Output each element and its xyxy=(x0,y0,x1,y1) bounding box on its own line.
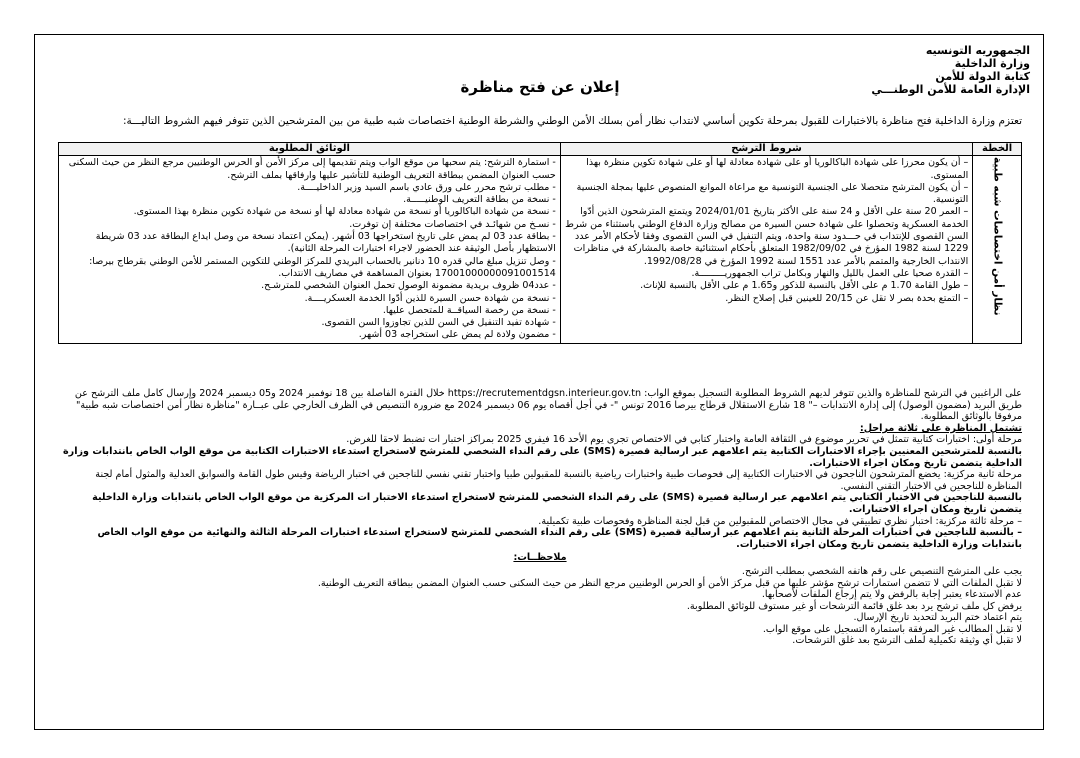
plan-label: نظار أمن اختصاصات شبه طبية xyxy=(991,157,1004,316)
document-item: - نسخة من شهادة الباكالوريا أو نسخة من شهادة معادلة لها أو نسخة من شهادة تكوين منظرة بهذا المستوى. xyxy=(133,206,556,218)
stage-one-notice: بالنسبة للمترشحين المعنيين بإجراء الاختبارات الكتابية يتم اعلامهم عبر ارسالية قصيرة (SMS) على رقم النداء الشخصي للمترشح لاستخراج استدعاء الاختبارات الكتابية من موقع الواب الخاص بانتدابات وزارة الداخلية يتضمن تاريخ ومكان اجراء الاختبارات. xyxy=(63,445,1022,469)
document-item: - وصل تنزيل مبلغ مالي قدره 10 دنانير بالحساب البريدي للمركز الوطني للتكوين المستمر للأمن الوطني بقرطاج بيرصا: 17001000000091001514 بعنوان المساهمة في مصاريف الانتداب. xyxy=(89,255,556,279)
letterhead-ministry: وزارة الداخلية xyxy=(954,57,1030,70)
stage-two-notice: بالنسبة للناجحين في الاختبار الكتابي يتم اعلامهم عبر ارسالية قصيرة (SMS) على رقم النداء الشخصي للمترشح لاستخراج استدعاء الاختبار ات المركزية من موقع الواب الخاص بانتدابات وزارة الداخلية يتضمن تاريخ ومكان اجراء الاختبارات. xyxy=(92,492,1022,515)
document-item: - استمارة الترشح: يتم سحبها من موقع الواب ويتم تقديمها إلى مركز الأمن أو الحرس الوطنيين مرجع النظر من حيث السكنى حسب العنوان المضمن ببطاقة التعريف الوطنية للتأشير عليها وارفاقها بملف الترشح. xyxy=(68,157,556,181)
condition-item: – أن يكون المترشح متحصلا على الجنسية التونسية مع مراعاة الموانع المنصوص عليها بمجلة الجنسية التونسية. xyxy=(576,181,969,206)
condition-item: – التمتع بحدة بصر لا تقل عن 20/15 للعينين قبل إصلاح النظر. xyxy=(725,292,969,304)
document-item: - بطاقة عدد 03 لم يمض على تاريخ استخراجها 03 أشهر. (يمكن اعتماد نسخة من وصل ايداع البطاقة عدد 03 شريطة الاستظهار بأصل الوثيقة عند الحضور لاجراء اختبارات المرحلة الثانية). xyxy=(95,231,556,255)
document-item: - نسخة من بطاقة التعريف الوطنيـــــة. xyxy=(403,194,556,206)
stage-three: – مرحلة ثالثة مركزية: اختبار نظري تطبيقي في مجال الاختصاص للمقبولين من قبل لجنة المناظرة وفحوصات طبية تكميلية. xyxy=(538,515,1022,527)
condition-item: – أن يكون محرزا على شهادة الباكالوريا أو على شهادة معادلة لها أو على شهادة تكوين منظرة بهذا المستوى. xyxy=(586,157,969,181)
condition-item: – القدرة صحيا على العمل بالليل والنهار وبكامل تراب الجمهوريـــــــــة. xyxy=(691,267,969,279)
letterhead-directorate: الإدارة العامة للأمن الوطنـــي xyxy=(871,83,1030,96)
document-item: - نسخة من شهادة حسن السيرة للذين أدّوا الخدمة العسكريــــة. xyxy=(304,292,556,304)
header-plan: الخطة xyxy=(973,143,1022,156)
registration-paragraph: على الراغبين في الترشح للمناظرة والذين تتوفر لديهم الشروط المطلوبة التسجيل بموقع الواب: https://recrutementdgsn.interieur.gov.tn خلال الفترة الفاصلة بين 18 نوفمبر 2024 و05 ديسمبر 2024 وإرسال كامل ملف الترشح عن طريق البريد (مضمون الوصول) إلى إدارة الانتدابات –" 18 شارع الاستقلال قرطاج بيرصا 2016 تونس "- في أجل أقصاه يوم 06 ديسمبر 2024 مع ضرورة التنصيص في الظرف الخارجي على عبــارة "مناظرة نظار أمن اختصاصات شبه طبية" مرفوقا بالوثائق المطلوبة. xyxy=(74,388,1022,423)
notes-heading: ملاحظــات: xyxy=(513,552,567,564)
stages-heading: تشتمل المناظرة على ثلاثة مراحل: xyxy=(859,422,1022,434)
note-item: لا تقبل أي وثيقة تكميلية لملف الترشح بعد غلق الترشحات. xyxy=(792,635,1022,647)
note-item: لا تقبل الملفات التي لا تتضمن استمارات ترشح مؤشر عليها من قبل مركز الأمن أو الحرس الوطنيين مرجع النظر من حيث السكنى حسب العنوان المضمن ببطاقة التعريف الوطنية. xyxy=(317,577,1022,589)
condition-item: – طول القامة 1.70 م على الأقل بالنسبة للذكور و1.65 م على الأقل بالنسبة للإناث. xyxy=(640,280,969,292)
document-item: - مضمون ولادة لم يمض على استخراجه 03 أشهر. xyxy=(358,329,556,341)
document-item: - مطلب ترشح محرر على ورق عادي باسم السيد وزير الداخليــــة. xyxy=(297,181,556,193)
intro-paragraph: تعتزم وزارة الداخلية فتح مناظرة بالاختبارات للقبول بمرحلة تكوين أساسي لانتداب نظار أمن بسلك الأمن الوطني والشرطة الوطنية اختصاصات شبه طبية من بين المترشحين الذين تتوفر فيهم الشروط التاليـــة: xyxy=(122,115,1022,127)
letterhead xyxy=(770,44,1030,96)
conditions-table xyxy=(58,142,1022,344)
letterhead-republic: الجمهوريه التونسيه xyxy=(925,44,1030,57)
stage-one: مرحلة أولى: اختبارات كتابية تتمثل في تحرير موضوع في الثقافة العامة واختبار كتابي في الاختصاص تجرى يوم الأحد 16 فيفري 2025 بمراكز اختبار ات تضبط لاحقا للغرض. xyxy=(346,434,1022,446)
conditions-cell xyxy=(560,156,972,343)
plan-cell xyxy=(973,156,1022,343)
document-item: - نسـخ من شهائـد في اختصاصات مختلفة إن توفرت. xyxy=(349,218,556,230)
letterhead-state-secretariat: كتابة الدولة للأمن xyxy=(935,70,1030,83)
header-documents: الوثائق المطلوبة xyxy=(59,143,561,156)
stage-two: مرحلة ثانية مركزية: يخضع المترشحون الناجحون في الاختبارات الكتابية إلى فحوصات طبية واختبارات رياضية بالنسبة للمقبولين طبيا واختبار تقني نفسي للناجحين في اختبار الرياضة وقيس طول القامة والسوابق العدلية والمثول أمام لجنة المناظرة للناجحين في الاختبار التقني النفسي. xyxy=(95,469,1022,492)
documents-cell xyxy=(59,156,561,343)
header-conditions: شروط الترشح xyxy=(560,143,972,156)
note-item: يرفض كل ملف ترشح يرد بعد غلق قائمة الترشحات أو غير مستوف للوثائق المطلوبة. xyxy=(686,600,1022,612)
note-item: يتم اعتماد ختم البريد لتحديد تاريخ الإرسال. xyxy=(853,612,1022,624)
document-item: - شهادة تفيد التنفيل في السن للذين تجاوزوا السن القصوى. xyxy=(321,317,556,329)
note-item: عدم الاستدعاء يعتبر إجابة بالرفض ولا يتم إرجاع الملفات لأصحابها. xyxy=(761,589,1022,601)
page-title: إعلان عن فتح مناظرة xyxy=(460,78,620,96)
document-item: - عدد04 ظروف بريدية مضمونة الوصول تحمل العنوان الشخصي للمترشـح. xyxy=(261,280,556,292)
note-item: لا تقبل المطالب غير المرفقة باستمارة التسجيل على موقع الواب. xyxy=(762,623,1022,635)
condition-item: – العمر 20 سنة على الأقل و 24 سنة على الأكثر بتاريخ 2024/01/01 ويتمتع المترشحون الذين أدّوا الخدمة العسكرية وتحصلوا على شهادة حسن السيرة من مصالح وزارة الدفاع الوطني باستثناء من شرط السن القصوى للإنتداب في حـــدود سنة واحدة، ويتم التنفيل في السن القصوى وفقا لأحكام الأمر عدد 1229 لسنة 1982 المؤرخ في 1982/09/02 المتعلق بأحكام استثنائية خاصة بالمشاركة في مناظرات الانتداب الخارجية والمتمم بالأمر عدد 1551 لسنة 1992 المؤرخ في 1992/08/28. xyxy=(565,206,969,267)
procedure-section xyxy=(58,388,1022,647)
stage-three-notice: – بالنسبة للناجحين في اختبارات المرحلة الثانية يتم اعلامهم عبر ارسالية قصيرة (SMS) على رقم النداء الشخصي للمترشح لاستخراج استدعاء اختبارات المرحلة الثالثة والنهائية من موقع الواب الخاص بانتدابات وزارة الداخلية يتضمن تاريخ ومكان اجراء الاختبارات. xyxy=(97,527,1022,550)
note-item: يجب على المترشح التنصيص على رقم هاتفه الشخصي بمطلب الترشح. xyxy=(741,565,1022,577)
document-item: - نسخة من رخصة السياقــة للمتحصل عليها. xyxy=(382,304,556,316)
